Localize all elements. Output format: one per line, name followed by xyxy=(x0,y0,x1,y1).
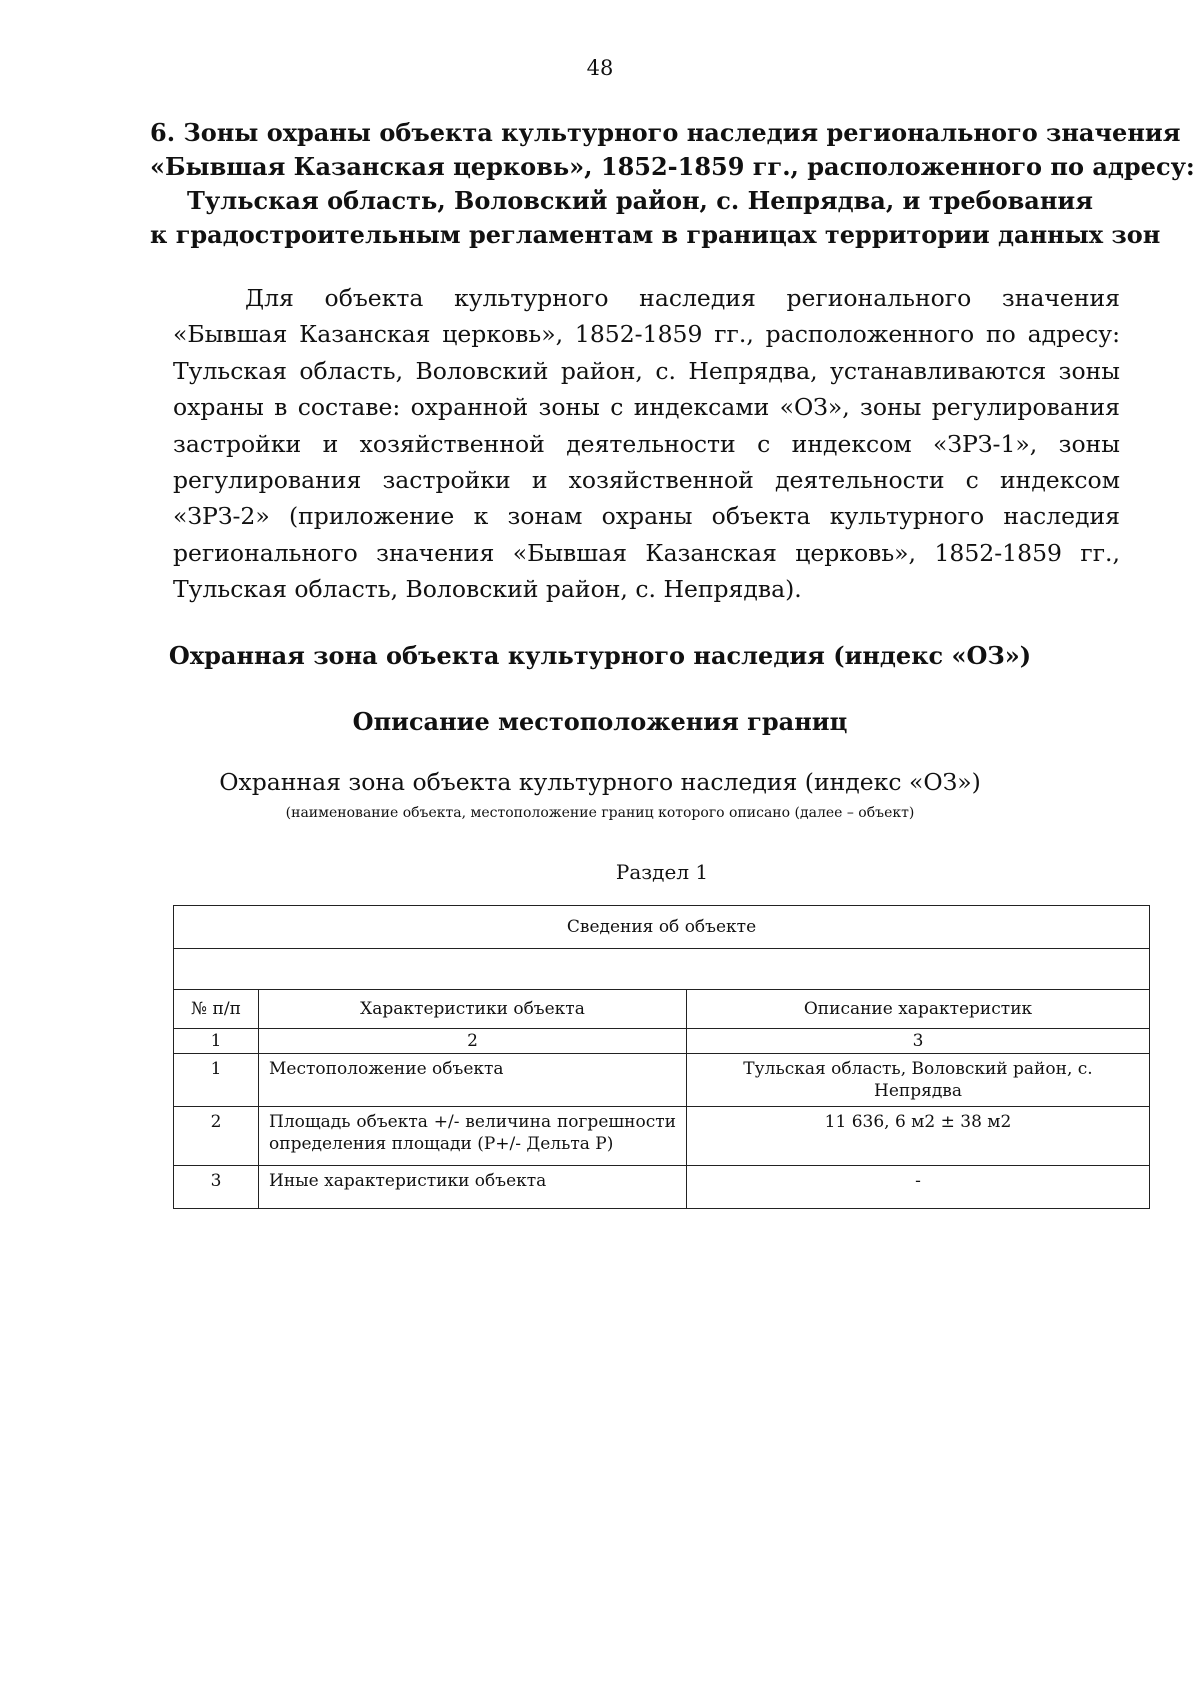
section-label: Раздел 1 xyxy=(615,860,709,884)
header-description: Описание характеристик xyxy=(687,990,1150,1029)
column-number: 1 xyxy=(174,1029,259,1054)
column-number: 2 xyxy=(259,1029,687,1054)
object-info-table xyxy=(173,905,1150,1209)
row-number: 1 xyxy=(174,1054,259,1107)
page-number: 48 xyxy=(586,56,614,80)
table-header-row xyxy=(174,990,1150,1029)
table-row xyxy=(174,1054,1150,1107)
row-number: 2 xyxy=(174,1107,259,1166)
object-name: Охранная зона объекта культурного наследия (индекс «ОЗ») xyxy=(219,768,981,796)
table-row xyxy=(174,1107,1150,1166)
table-title-row xyxy=(174,906,1150,949)
section-heading-line: Тульская область, Воловский район, с. Непрядва, и требования xyxy=(187,186,1093,215)
row-description: Тульская область, Воловский район, с. Непрядва xyxy=(687,1054,1150,1107)
section-heading xyxy=(150,116,1195,252)
object-caption: (наименование объекта, местоположение границ которого описано (далее – объект) xyxy=(285,805,915,821)
header-number: № п/п xyxy=(174,990,259,1029)
header-characteristic: Характеристики объекта xyxy=(259,990,687,1029)
section-heading-line: 6. Зоны охраны объекта культурного наследия регионального значения xyxy=(150,118,1181,147)
table-empty-cell xyxy=(174,949,1150,990)
row-description: - xyxy=(687,1166,1150,1209)
row-description: 11 636, 6 м2 ± 38 м2 xyxy=(687,1107,1150,1166)
row-characteristic: Площадь объекта +/- величина погрешности определения площади (Р+/- Дельта Р) xyxy=(259,1107,687,1166)
table-title: Сведения об объекте xyxy=(174,906,1150,949)
zone-heading: Охранная зона объекта культурного наследия (индекс «ОЗ») xyxy=(168,641,1032,670)
row-characteristic: Местоположение объекта xyxy=(259,1054,687,1107)
intro-paragraph: Для объекта культурного наследия регионального значения «Бывшая Казанская церковь», 1852-1859 гг., расположенного по адресу: Тульская область, Воловский район, с. Непрядва, устанавливаются зоны охраны в составе: охранной зоны с индексами «ОЗ», зоны регулирования застройки и хозяйственной деятельности с индексом «ЗРЗ-1», зоны регулирования застройки и хозяйственной деятельности с индексом «ЗРЗ-2» (приложение к зонам охраны объекта культурного наследия регионального значения «Бывшая Казанская церковь», 1852-1859 гг., Тульская область, Воловский район, с. Непрядва). xyxy=(173,284,1120,604)
table-row xyxy=(174,1166,1150,1209)
row-number: 3 xyxy=(174,1166,259,1209)
column-number-row xyxy=(174,1029,1150,1054)
column-number: 3 xyxy=(687,1029,1150,1054)
section-heading-line: к градостроительным регламентам в границах территории данных зон xyxy=(150,220,1161,249)
section-heading-line: «Бывшая Казанская церковь», 1852-1859 гг., расположенного по адресу: xyxy=(150,152,1195,181)
table-empty-row xyxy=(174,949,1150,990)
row-characteristic: Иные характеристики объекта xyxy=(259,1166,687,1209)
description-heading: Описание местоположения границ xyxy=(352,707,848,736)
